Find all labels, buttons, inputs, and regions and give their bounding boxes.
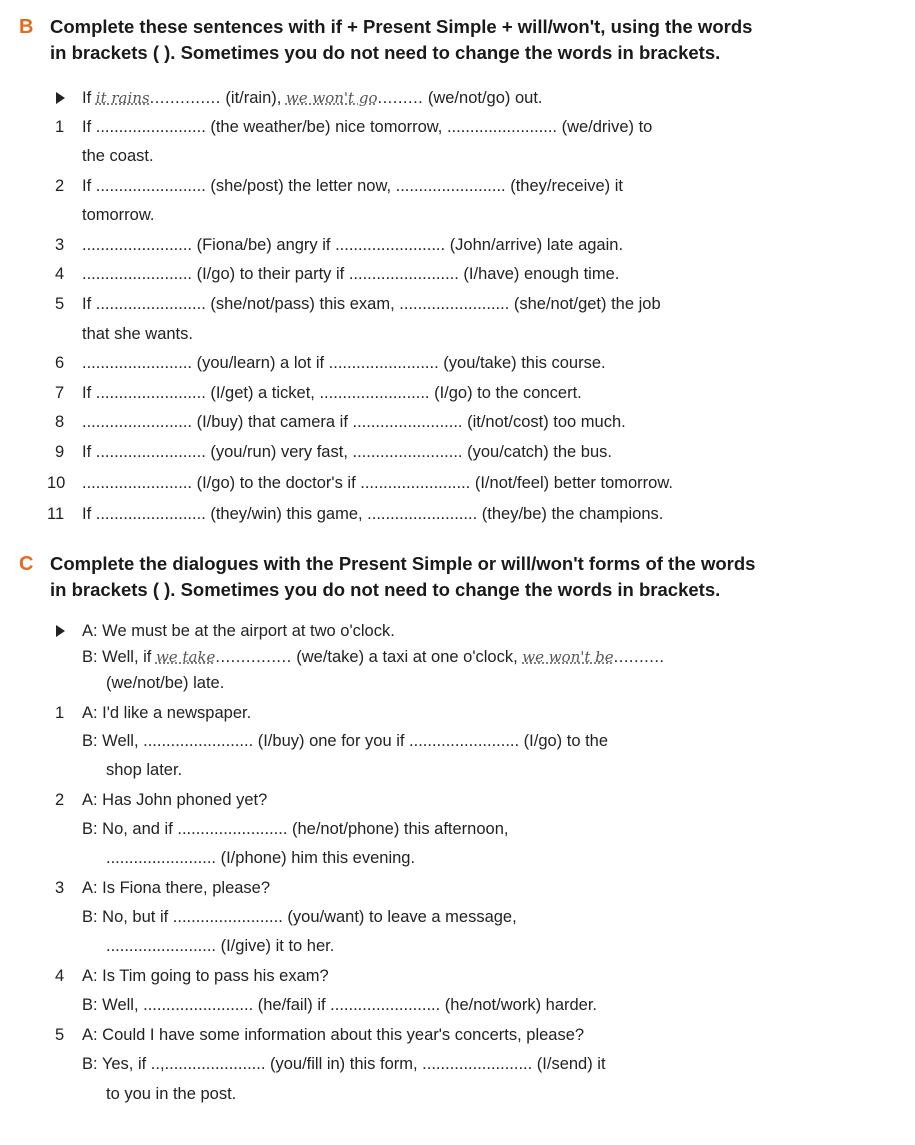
example-text: (we/take) a taxi at one o'clock,: [291, 648, 523, 666]
example-dots-2: .........: [377, 89, 424, 107]
item-number: 1: [55, 704, 65, 722]
item-number: 4: [55, 967, 65, 985]
dialogue-1-a: A: I'd like a newspaper.: [82, 704, 252, 722]
exercise-b-item-5-line2: that she wants.: [82, 325, 193, 343]
example-text: If: [82, 89, 96, 107]
example-text: B: Well, if: [82, 648, 156, 666]
exercise-b-item-9: If ........................ (you/run) very fast, ........................ (you/catch) the bus.: [82, 443, 612, 461]
item-number: 6: [55, 354, 65, 372]
dialogue-5-a: A: Could I have some information about this year's concerts, please?: [82, 1026, 585, 1044]
section-b-example: [82, 87, 543, 109]
item-number: 8: [55, 413, 65, 431]
dialogue-3-b-line2: ........................ (I/give) it to her.: [106, 937, 335, 955]
exercise-b-item-10: ........................ (I/go) to the doctor's if ........................ (I/not/feel) better tomorrow.: [82, 474, 673, 492]
section-c-instructions-line1: Complete the dialogues with the Present Simple or will/won't forms of the words: [50, 553, 756, 574]
dialogue-2-b-line1: B: No, and if ........................ (he/not/phone) this afternoon,: [82, 820, 509, 838]
dialogue-2-a: A: Has John phoned yet?: [82, 791, 268, 809]
dialogue-4-a: A: Is Tim going to pass his exam?: [82, 967, 329, 985]
exercise-b-item-6: ........................ (you/learn) a lot if ........................ (you/take) this course.: [82, 354, 606, 372]
item-number: 11: [47, 505, 65, 523]
exercise-b-item-2-line1: If ........................ (she/post) the letter now, ........................ (they/receive) it: [82, 177, 624, 195]
item-number: 4: [55, 265, 65, 283]
section-c-letter: C: [19, 553, 34, 575]
exercise-b-item-11: If ........................ (they/win) this game, ........................ (they/be) the champions.: [82, 505, 664, 523]
dialogue-5-b-line2: to you in the post.: [106, 1085, 237, 1103]
example-text: (we/not/go) out.: [423, 89, 543, 107]
example-answer-1: it rains: [95, 89, 150, 107]
section-c-instructions-line2: in brackets ( ). Sometimes you do not need to change the words in brackets.: [50, 579, 721, 600]
dialogue-3-b-line1: B: No, but if ........................ (you/want) to leave a message,: [82, 908, 517, 926]
section-b-instructions-line1: Complete these sentences with if + Present Simple + will/won't, using the words: [50, 16, 753, 37]
example-answer-2: we won't be: [522, 648, 614, 666]
example-dots-1: ...............: [215, 648, 292, 666]
item-number: 1: [55, 118, 65, 136]
example-dots-1: ..............: [149, 89, 221, 107]
section-c-example-b-line2: (we/not/be) late.: [106, 674, 225, 692]
exercise-b-item-1-line1: If ........................ (the weather/be) nice tomorrow, ........................ (we/drive) to: [82, 118, 653, 136]
section-b-letter: B: [19, 16, 34, 38]
section-c-instructions: [50, 551, 755, 603]
exercise-b-item-7: If ........................ (I/get) a ticket, ........................ (I/go) to the concert.: [82, 384, 582, 402]
exercise-b-item-2-line2: tomorrow.: [82, 206, 155, 224]
dialogue-3-a: A: Is Fiona there, please?: [82, 879, 271, 897]
dialogue-1-b-line1: B: Well, ........................ (I/buy) one for you if ........................ (I/go) to the: [82, 732, 609, 750]
dialogue-1-b-line2: shop later.: [106, 761, 183, 779]
exercise-b-item-4: ........................ (I/go) to their party if ........................ (I/have) enough time.: [82, 265, 620, 283]
section-c-example-a: A: We must be at the airport at two o'clock.: [82, 622, 395, 640]
example-text: (it/rain),: [220, 89, 286, 107]
example-dots-2: ..........: [613, 648, 665, 666]
item-number: 2: [55, 791, 65, 809]
example-arrow-icon: [56, 625, 65, 637]
item-number: 5: [55, 1026, 65, 1044]
dialogue-2-b-line2: ........................ (I/phone) him this evening.: [106, 849, 416, 867]
item-number: 3: [55, 236, 65, 254]
item-number: 5: [55, 295, 65, 313]
exercise-b-item-1-line2: the coast.: [82, 147, 154, 165]
item-number: 9: [55, 443, 65, 461]
example-answer-2: we won't go: [285, 89, 378, 107]
item-number: 7: [55, 384, 65, 402]
exercise-b-item-3: ........................ (Fiona/be) angry if ........................ (John/arrive) late again.: [82, 236, 624, 254]
section-b-instructions-line2: in brackets ( ). Sometimes you do not need to change the words in brackets.: [50, 42, 721, 63]
section-b-instructions: [50, 14, 752, 66]
exercise-b-item-5-line1: If ........................ (she/not/pass) this exam, ........................ (she/not/get) the job: [82, 295, 661, 313]
section-c-example-b: [82, 646, 665, 668]
dialogue-4-b: B: Well, ........................ (he/fail) if ........................ (he/not/work) harder.: [82, 996, 598, 1014]
example-answer-1: we take: [155, 648, 216, 666]
example-arrow-icon: [56, 92, 65, 104]
exercise-b-item-8: ........................ (I/buy) that camera if ........................ (it/not/cost) too much.: [82, 413, 626, 431]
item-number: 10: [47, 474, 66, 492]
item-number: 2: [55, 177, 65, 195]
item-number: 3: [55, 879, 65, 897]
dialogue-5-b-line1: B: Yes, if ..,...................... (you/fill in) this form, ........................ (I/send) it: [82, 1055, 606, 1073]
